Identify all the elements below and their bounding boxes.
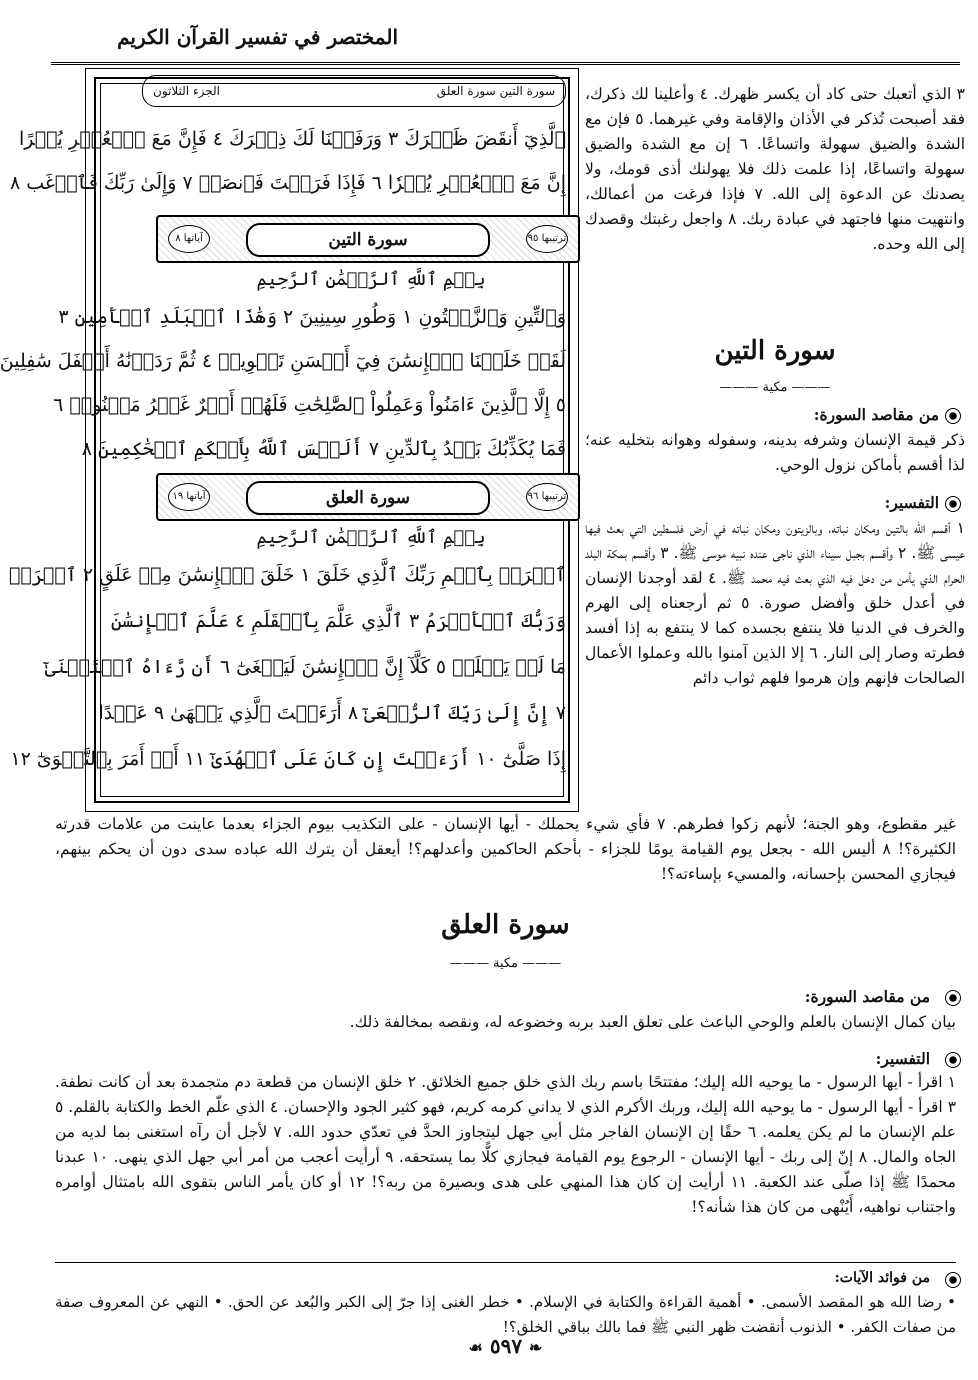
- maqasid-label: من مقاصد السورة:: [813, 405, 939, 424]
- maqasid-label: من مقاصد السورة:: [804, 987, 930, 1006]
- ayah-line: وَرَبُّكَ ٱلۡأَكۡرَمُ ٣ ٱلَّذِي عَلَّمَ بِٱلۡقَلَمِ ٤ عَلَّمَ ٱلۡإِنسَٰنَ: [110, 610, 566, 632]
- ayat-count-medal: آياتها ١٩: [168, 483, 210, 511]
- book-title: المختصر في تفسير القرآن الكريم: [117, 25, 398, 49]
- fawaid-text: • رضا الله هو المقصد الأسمى. • أهمية القراءة والكتابة في الإسلام. • خطر الغنى إذا جرّ إلى الكبر والبُعد عن الحق. • النهي عن المعروف صفة من صفات الكفر. • الذنوب أنقضت ظهر النبي ﷺ فما بالك بباقي الخلق؟!: [55, 1293, 956, 1336]
- tafsir-text-tin: ١ أقسم الله بالتين ومكان نباته، وبالزيتون ومكان نباته في أرض فلسطين التي بعث فيها عيسى ﷺ. ٢ وأقسم بجبل سيناء الذي ناجى عنده نبيه موسى ﷺ. ٣ وأقسم بمكة البلد الحرام الذي يأمن من دخل فيه الذي بعث فيه محمد ﷺ. ٤ لقد أوجدنا الإنسان في أعدل خلق وأفضل صورة. ٥ ثم أرجعناه إلى الهرم والخرف في الدنيا فلا ينتفع بجسده كما لا ينتفع به إذا أفسد فطرته وصار إلى النار. ٦ إلا الذين آمنوا بالله وعملوا الأعمال الصالحات فإنهم وإن هرموا فلهم ثواب دائم: [585, 519, 966, 687]
- mushaf-header-bar: [142, 75, 566, 107]
- section-bullet-icon: [945, 1272, 961, 1288]
- ayah-line: إِنَّ مَعَ ٱلۡعُسۡرِ يُسۡرٗا ٦ فَإِذَا فَرَغۡتَ فَٱنصَبۡ ٧ وَإِلَىٰ رَبِّكَ فَٱرۡغَب ٨: [9, 172, 566, 194]
- ayat-count-medal: آياتها ٨: [168, 225, 210, 253]
- ayah-line: ٥ إِلَّا ٱلَّذِينَ ءَامَنُواْ وَعَمِلُواْ ٱلصَّٰلِحَٰتِ فَلَهُمۡ أَجۡرٌ غَيۡرُ مَمۡنُونٖ ٦: [53, 394, 566, 416]
- ayah-line: ٧ إِنَّ إِلَىٰ رَبِّكَ ٱلرُّجۡعَىٰٓ ٨ أَرَءَيۡتَ ٱلَّذِي يَنۡهَىٰ ٩ عَبۡدًا: [98, 702, 566, 724]
- surah-type-alaq: ——— مكية ———: [33, 956, 978, 971]
- page-number: ٥٩٧: [489, 1334, 523, 1358]
- order-medal: ترتيبها ٩٦: [526, 483, 568, 511]
- surah-banner-title: سورة العلق: [246, 481, 490, 515]
- surah-type-tin: ——— مكية ———: [585, 380, 965, 395]
- basmala: بِسۡمِ ٱللَّهِ ٱلرَّحۡمَٰنِ ٱلرَّحِيمِ: [256, 527, 486, 548]
- surah-title-alaq: سورة العلق: [441, 910, 570, 940]
- section-bullet-icon: [945, 990, 961, 1006]
- ayah-line: فَمَا يُكَذِّبُكَ بَعۡدُ بِٱلدِّينِ ٧ أَلَيۡسَ ٱللَّهُ بِأَحۡكَمِ ٱلۡحَٰكِمِينَ ٨: [81, 438, 566, 460]
- juz-label: الجزء الثلاثون: [153, 84, 220, 98]
- page-footer: [33, 1334, 978, 1358]
- header-divider: [51, 62, 960, 65]
- order-medal: ترتيبها ٩٥: [526, 225, 568, 253]
- section-bullet-icon: [945, 1052, 961, 1068]
- fawaid-label: من فوائد الآيات:: [834, 1270, 930, 1286]
- ayah-line: ٱقۡرَأۡ بِٱسۡمِ رَبِّكَ ٱلَّذِي خَلَقَ ١ خَلَقَ ٱلۡإِنسَٰنَ مِنۡ عَلَقٍ ٢ ٱقۡرَأۡ: [8, 564, 566, 586]
- surah-banner-tin: [156, 215, 580, 263]
- ornament-icon: ❧: [529, 1338, 543, 1357]
- section-bullet-icon: [945, 408, 961, 424]
- ayah-line: مَا لَمۡ يَعۡلَمۡ ٥ كَلَّآ إِنَّ ٱلۡإِنسَٰنَ لَيَطۡغَىٰٓ ٦ أَن رَّءَاهُ ٱسۡتَغۡنَىٰٓ: [44, 656, 566, 678]
- ayah-line: إِذَا صَلَّىٰٓ ١٠ أَرَءَيۡتَ إِن كَانَ عَلَى ٱلۡهُدَىٰٓ ١١ أَوۡ أَمَرَ بِٱلتَّقۡوَىٰٓ ١٢: [10, 748, 566, 770]
- maqasid-text-tin: ذكر قيمة الإنسان وشرفه بدينه، وسفوله وهوانه بتخليه عنه؛ لذا أقسم بأماكن نزول الوحي.: [585, 431, 965, 474]
- surah-label: سورة التين سورة العلق: [436, 84, 555, 98]
- tafsir-label: التفسير:: [884, 493, 939, 512]
- tafsir-text-tin-cont: غير مقطوع، وهو الجنة؛ لأنهم زكوا فطرهم. ٧ فأي شيء يحملك - أيها الإنسان - على التكذيب بيوم الجزاء بعدما عاينت من علامات قدرته الكثيرة؟! ٨ أليس الله - بجعل يوم القيامة يومًا للجزاء - بأحكم الحاكمين وأعدلهم؟! أيعقل أن يترك الله عباده سدى دون أن يحكم بينهم، فيجازي المحسن بإحسانه، والمسيء بإساءته؟!: [55, 815, 957, 883]
- commentary-inshirah-end: ٣ الذي أتعبك حتى كاد أن يكسر ظهرك. ٤ وأعلينا لك ذكرك، فقد أصبحت تُذكر في الأذان والإقامة وفي غيرهما. ٥ فإن مع الشدة والضيق سهولة واتساعًا. ٦ إن مع الشدة والضيق سهولة واتساعًا، إذا علمت ذلك فلا يهولنك أذى قومك، ولا يصدنك عن الدعوة إلى الله. ٧ فإذا فرغت من أعمالك، وانتهيت منها فاجتهد في عبادة ربك. ٨ واجعل رغبتك وقصدك إلى الله وحده.: [585, 85, 966, 253]
- tafsir-label: التفسير:: [875, 1049, 930, 1068]
- ornament-icon: ☙: [468, 1338, 483, 1357]
- section-bullet-icon: [945, 496, 961, 512]
- maqasid-text-alaq: بيان كمال الإنسان بالعلم والوحي الباعث على تعلق العبد بربه وخضوعه له، ونقصه بمخالفة ذلك.: [349, 1013, 956, 1031]
- ayah-line: لَقَدۡ خَلَقۡنَا ٱلۡإِنسَٰنَ فِيٓ أَحۡسَنِ تَقۡوِيمٖ ٤ ثُمَّ رَدَدۡنَٰهُ أَسۡفَلَ سَٰفِلِينَ: [0, 350, 566, 372]
- basmala: بِسۡمِ ٱللَّهِ ٱلرَّحۡمَٰنِ ٱلرَّحِيمِ: [256, 269, 486, 290]
- mushaf-panel: [0, 68, 579, 812]
- surah-banner-alaq: [156, 473, 580, 521]
- ayah-line: وَٱلتِّينِ وَٱلزَّيۡتُونِ ١ وَطُورِ سِينِينَ ٢ وَهَٰذَا ٱلۡبَلَدِ ٱلۡأَمِينِ ٣: [58, 306, 566, 328]
- surah-banner-title: سورة التين: [246, 223, 490, 257]
- tafsir-text-alaq: ١ اقرأ - أيها الرسول - ما يوحيه الله إليك؛ مفتتحًا باسم ربك الذي خلق جميع الخلائق. ٢ خلق الإنسان من قطعة دم متجمدة بعد أن كانت نطفة. ٣ اقرأ - أيها الرسول - ما يوحيه الله إليك، وربك الأكرم الذي لا يداني كرمه كريم، فهو كثير الجود والإحسان. ٤ الذي علّم الخط والكتابة بالقلم. ٥ علم الإنسان ما لم يكن يعلمه. ٦ حقًا إن الإنسان الفاجر مثل أبي جهل ليتجاوز الحدَّ في تعدّي حدود الله. ٧ لأجل أن رآه استغنى بما لديه من الجاه والمال. ٨ إنّ إلى ربك - أيها الإنسان - الرجوع يوم القيامة فيجازي كلًّا بما يستحقه. ٩ أرأيت أعجب من أمر أبي جهل الذي ينهى. ١٠ عبدنا محمدًا ﷺ إذا صلّى عند الكعبة. ١١ أرأيت إن كان هذا المنهي على هدى وبصيرة من ربه؟! ١٢ أو كان يأمر الناس بتقوى الله بامتثال أوامره واجتناب نواهيه، أَيُنْهى من كان هذا شأنه؟!: [55, 1073, 957, 1216]
- surah-title-tin: سورة التين: [714, 336, 836, 366]
- divider: [55, 1262, 956, 1263]
- ayah-line: ٱلَّذِيٓ أَنقَضَ ظَهۡرَكَ ٣ وَرَفَعۡنَا لَكَ ذِكۡرَكَ ٤ فَإِنَّ مَعَ ٱلۡعُسۡرِ يُسۡرًا: [18, 128, 566, 150]
